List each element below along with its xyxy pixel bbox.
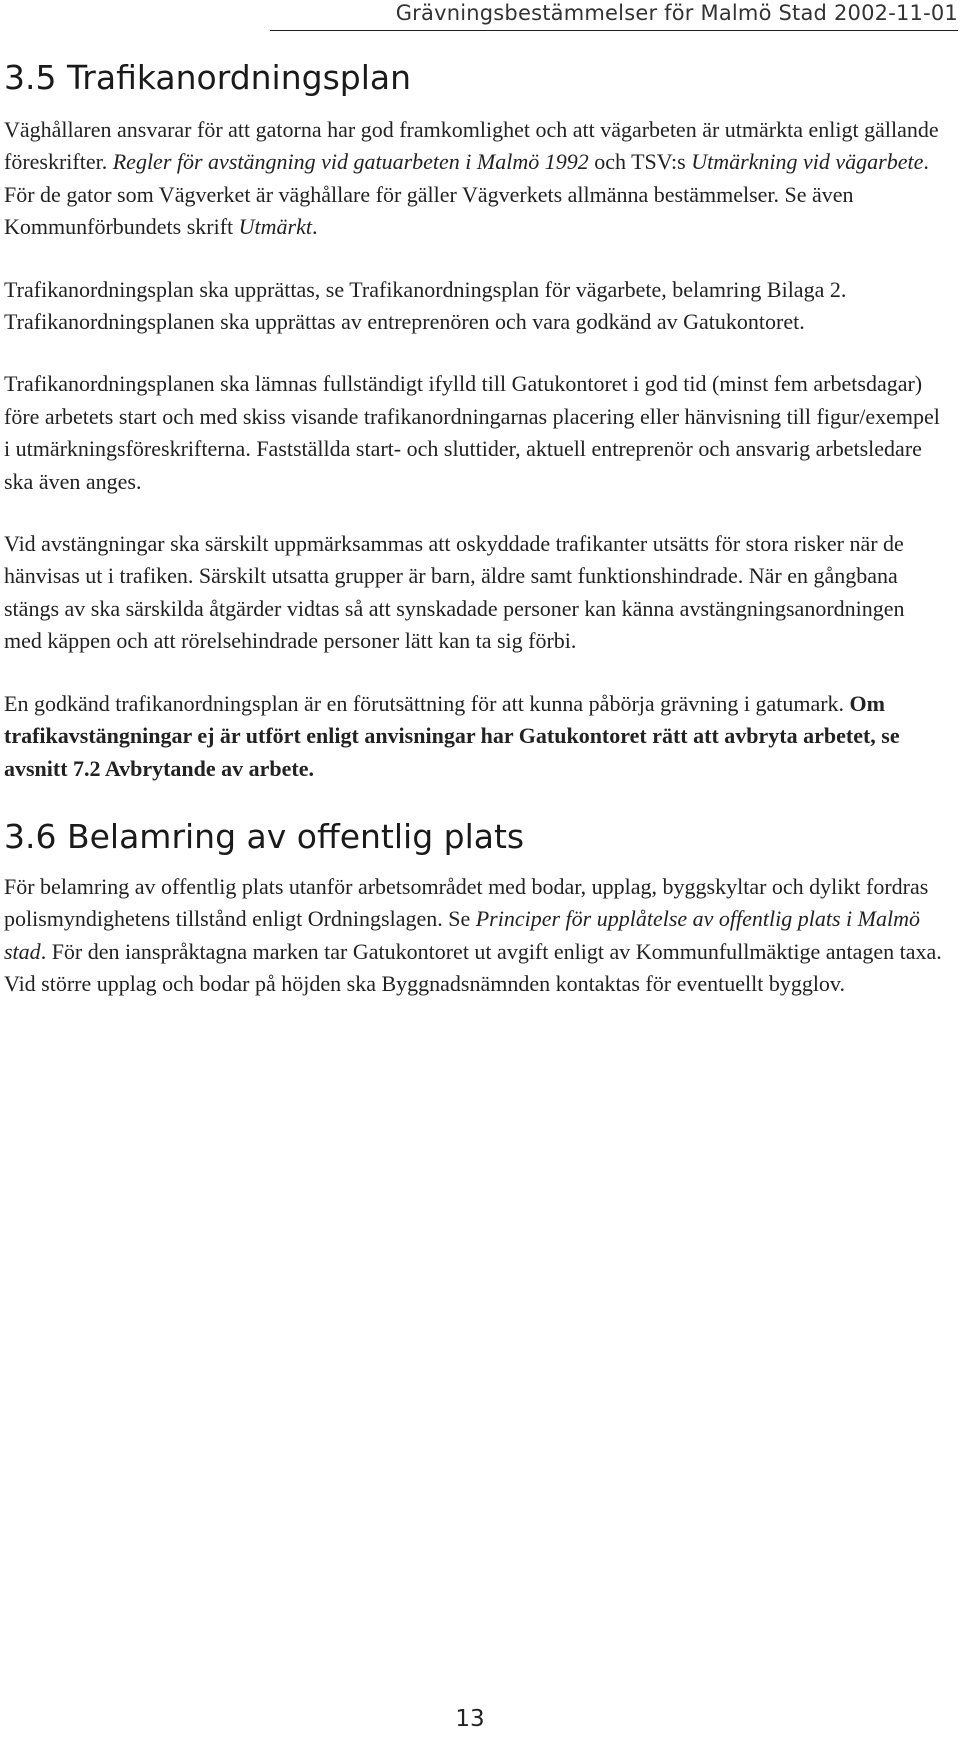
italic-reference: Utmärkning vid vägarbete — [691, 149, 924, 175]
text-run: En godkänd trafikanordningsplan är en förutsättning för att kunna påbörja grävning i gatumark. — [4, 690, 850, 716]
text-run: . För den ianspråktagna marken tar Gatukontoret ut avgift enligt av Kommunfullmäktige antagen taxa. Vid större upplag och bodar på höjden ska Byggnadsnämnden kontaktas för eventuellt bygglov. — [4, 938, 942, 997]
italic-reference: Regler för avstängning vid gatuarbeten i Malmö 1992 — [112, 149, 589, 175]
paragraph-3-5-3: Trafikanordningsplanen ska lämnas fullständigt ifylld till Gatukontoret i god tid (minst fem arbetsdagar) före arbetets start och med skiss visande trafikanordningarnas placering eller hänvisning till figur/exempel i utmärkningsföreskrifterna. Fastställda start- och sluttider, aktuell entreprenör och ansvarig arbetsledare ska även anges. — [4, 371, 940, 494]
text-run: . För de gator som Vägverket är väghållare för gäller Vägverkets allmänna bestämmelser. Se även Kommunförbundets skrift — [4, 149, 929, 240]
document-body — [4, 56, 944, 1031]
paragraph-3-5-5 — [4, 688, 944, 785]
bold-warning: Om trafikavstängningar ej är utfört enligt anvisningar har Gatukontoret rätt att avbryta arbetet, se avsnitt 7.2 Avbrytande av arbete. — [4, 690, 900, 781]
paragraph-3-6-1 — [4, 871, 944, 1001]
paragraph-3-5-4: Vid avstängningar ska särskilt uppmärksammas att oskyddade trafikanter utsätts för stora risker när de hänvisas ut i trafiken. Särskilt utsatta grupper är barn, äldre samt funktionshindrade. När en gångbana stängs av ska särskilda åtgärder vidtas så att synskadade personer kan känna avstängningsanordningen med käppen och att rörelsehindrade personer lätt kan ta sig förbi. — [4, 531, 905, 654]
text-run: Väghållaren ansvarar för att gatorna har god framkomlighet och att vägarbeten är utmärkta enligt gällande föreskrifter. — [4, 117, 939, 175]
text-run: . — [311, 214, 318, 240]
section-heading-3-5: 3.5 Trafikanordningsplan — [4, 58, 412, 97]
page-number: 13 — [455, 1706, 485, 1732]
paragraph-3-5-1 — [4, 114, 944, 244]
italic-reference: Principer för upplåtelse av offentlig plats i Malmö stad — [4, 906, 920, 964]
italic-reference: Utmärkt — [238, 214, 312, 240]
paragraph-3-5-2: Trafikanordningsplan ska upprättas, se Trafikanordningsplan för vägarbete, belamring Bilaga 2. Trafikanordningsplanen ska upprättas av entreprenören och vara godkänd av Gatukontoret. — [4, 276, 847, 335]
section-heading-3-6: 3.6 Belamring av offentlig plats — [4, 816, 525, 856]
running-header: Grävningsbestämmelser för Malmö Stad 2002-11-01 — [270, 0, 958, 31]
text-run: För belamring av offentlig plats utanför arbetsområdet med bodar, upplag, byggskyltar och dylikt fordras polismyndighetens tillstånd enligt Ordningslagen. Se — [4, 873, 929, 932]
text-run: och TSV:s — [588, 149, 692, 175]
